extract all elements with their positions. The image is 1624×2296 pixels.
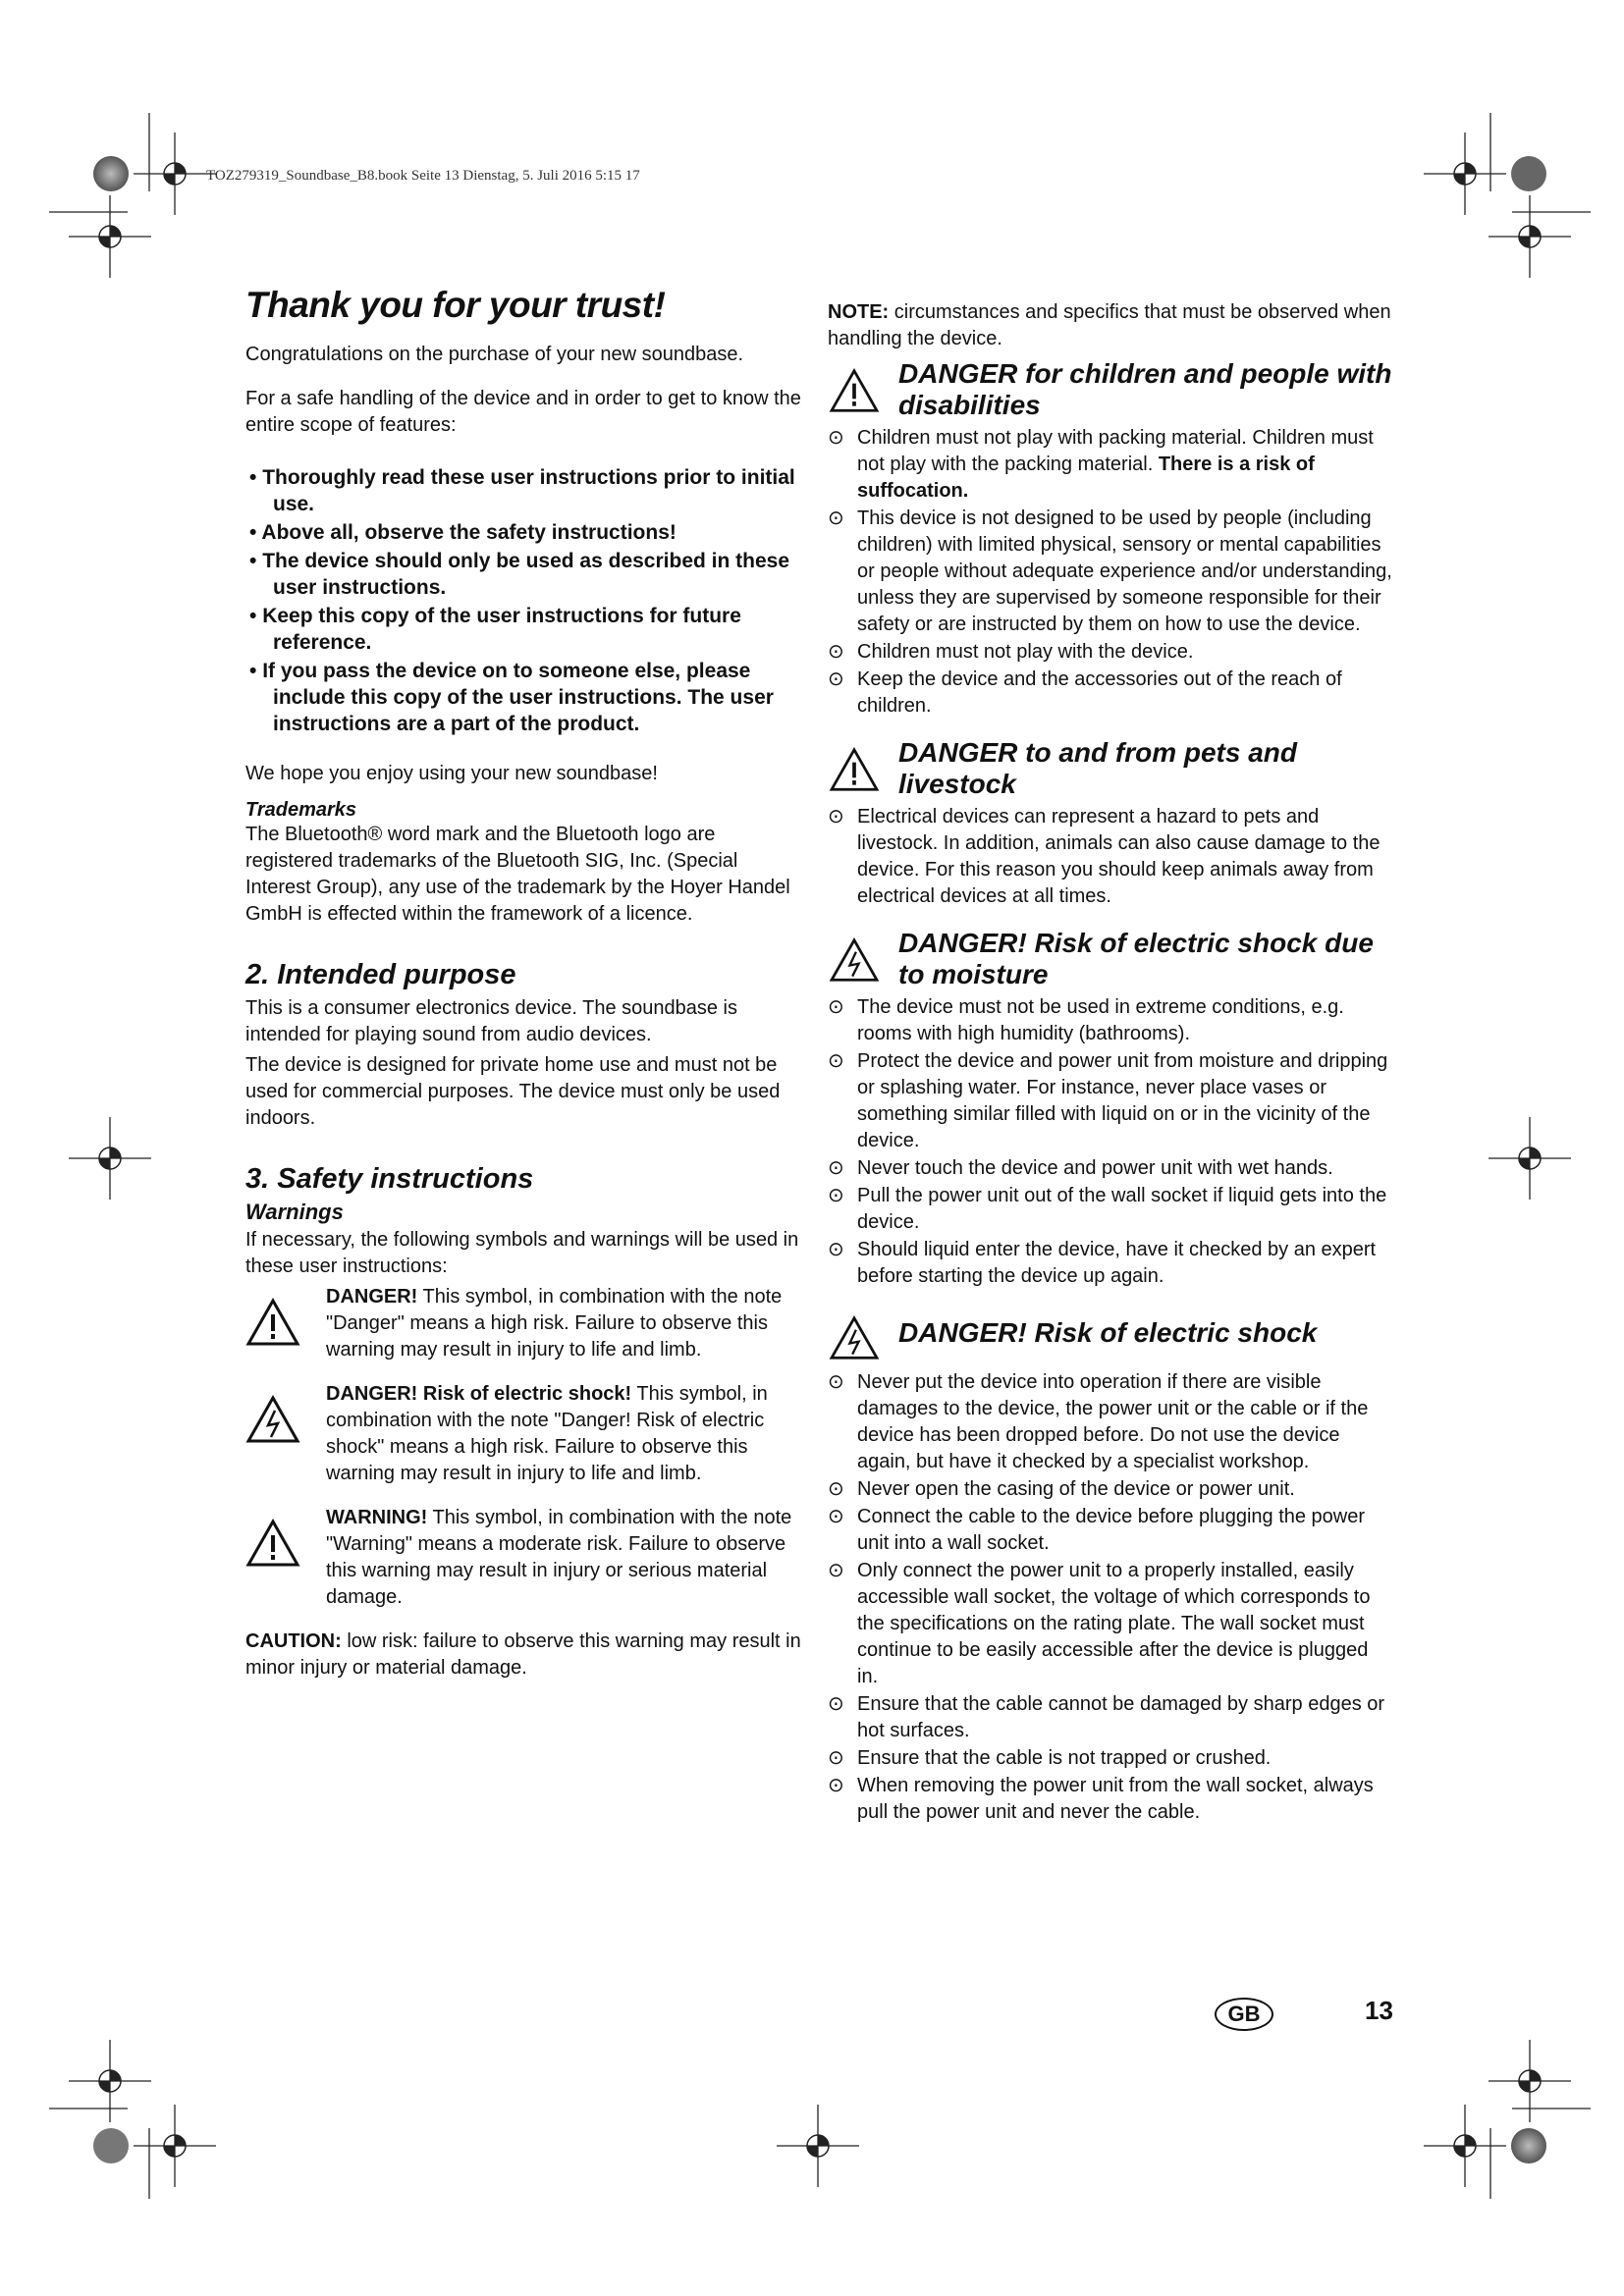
registration-mark [1424, 133, 1506, 215]
symbol-label: DANGER! [326, 1286, 418, 1308]
right-column [828, 299, 1392, 1832]
warnings-intro: If necessary, the following symbols and warnings will be used in these user instructions: [245, 1229, 799, 1277]
electric-shock-icon [245, 1395, 300, 1444]
list-item: ⊙ Protect the device and power unit from moisture and dripping or splashing water. For instance, never place vases or something similar filled with liquid on or in the vicinity of the device. [828, 1048, 1392, 1154]
warnings-heading: Warnings [245, 1200, 344, 1224]
list-item: ⊙ This device is not designed to be used by people (including children) with limited physical, sensory or mental capabilities or people without adequate experience and/or understanding, unless they are supervised by someone responsible for their safety or are instructed by them on how to use the device. [828, 506, 1392, 638]
danger-list [828, 1369, 1392, 1826]
note-paragraph [828, 299, 1392, 352]
symbol-label: DANGER! Risk of electric shock! [326, 1383, 632, 1405]
list-item: ⊙ Electrical devices can represent a hazard to pets and livestock. In addition, animals can also cause damage to the device. For this reason you should keep animals away from electrical devices at all times. [828, 804, 1392, 910]
intro-paragraph: Congratulations on the purchase of your new soundbase. [245, 344, 744, 365]
list-item: • The device should only be used as described in these user instructions. [245, 548, 805, 601]
registration-mark [1489, 2040, 1571, 2122]
caution-note [245, 1629, 805, 1682]
danger-list [828, 994, 1392, 1290]
registration-mark [1489, 195, 1571, 278]
color-target [93, 2128, 129, 2163]
section-heading: 3. Safety instructions [245, 1163, 534, 1195]
list-item: ⊙ Children must not play with the device. [828, 639, 1392, 666]
language-badge: GB [1215, 1998, 1273, 2031]
registration-mark [134, 133, 216, 215]
list-item: ⊙ Keep the device and the accessories out of the reach of children. [828, 667, 1392, 720]
list-item: ⊙ The device must not be used in extreme conditions, e.g. rooms with high humidity (bathrooms). [828, 994, 1392, 1047]
left-column [245, 285, 805, 1699]
list-item: ⊙ Ensure that the cable cannot be damaged by sharp edges or hot surfaces. [828, 1691, 1392, 1744]
registration-mark [134, 2105, 216, 2187]
electric-shock-icon [828, 937, 881, 983]
list-item: • Keep this copy of the user instructions for future reference. [245, 603, 805, 656]
caution-text: low risk: failure to observe this warning may result in minor injury or material damage. [245, 1630, 801, 1679]
registration-mark [1424, 2105, 1506, 2187]
intro-paragraph: For a safe handling of the device and in order to get to know the entire scope of features: [245, 388, 801, 436]
registration-mark [777, 2105, 859, 2187]
list-item [828, 425, 1392, 505]
warning-triangle-icon [828, 747, 881, 792]
warning-triangle-icon [828, 368, 881, 413]
list-item: • Above all, observe the safety instructions! [245, 519, 805, 546]
instruction-list [245, 464, 805, 737]
list-item: ⊙ Ensure that the cable is not trapped or crushed. [828, 1745, 1392, 1772]
danger-title: DANGER! Risk of electric shock due to moisture [898, 928, 1374, 989]
electric-shock-icon [828, 1315, 881, 1361]
danger-heading-moisture [828, 928, 1392, 990]
color-target [93, 156, 129, 191]
list-item: ⊙ Never put the device into operation if there are visible damages to the device, the power unit or the cable or if the device has been dropped before. Do not use the device again, but have it checked by a specialist workshop. [828, 1369, 1392, 1475]
page-title: Thank you for your trust! [245, 285, 666, 325]
warning-triangle-icon [245, 1519, 300, 1568]
page-number: 13 [1365, 1996, 1393, 2025]
list-item: ⊙ Pull the power unit out of the wall socket if liquid gets into the device. [828, 1183, 1392, 1236]
symbol-text: This symbol, in combination with the note "Warning" means a moderate risk. Failure to observe this warning may result in injury or serious material damage. [326, 1507, 792, 1608]
danger-title: DANGER! Risk of electric shock [898, 1317, 1318, 1348]
list-item: • Thoroughly read these user instructions prior to initial use. [245, 464, 805, 517]
symbol-text: This symbol, in combination with the note "Danger! Risk of electric shock" means a high risk. Failure to observe this warning may result in injury to life and limb. [326, 1383, 768, 1484]
section-heading: 2. Intended purpose [245, 959, 516, 990]
danger-title: DANGER for children and people with disabilities [898, 358, 1392, 420]
color-target [1511, 2128, 1546, 2163]
registration-mark [1489, 1117, 1571, 1200]
danger-title: DANGER to and from pets and livestock [898, 737, 1298, 799]
purpose-text: The device is designed for private home use and must not be used for commercial purposes. The device must only be used indoors. [245, 1054, 781, 1129]
danger-heading-pets [828, 737, 1392, 800]
list-item-text: Children must not play with packing material. Children must not play with the packing material. [857, 427, 1374, 475]
print-header: TOZ279319_Soundbase_B8.book Seite 13 Dienstag, 5. Juli 2016 5:15 17 [206, 168, 640, 184]
list-item: ⊙ Should liquid enter the device, have it checked by an expert before starting the device up again. [828, 1237, 1392, 1290]
closing-paragraph: We hope you enjoy using your new soundbase! [245, 763, 658, 784]
danger-heading-children [828, 358, 1392, 421]
symbol-label: WARNING! [326, 1507, 428, 1528]
registration-mark [69, 1117, 151, 1200]
registration-mark [69, 2040, 151, 2122]
danger-list [828, 804, 1392, 910]
warning-triangle-icon [245, 1298, 300, 1347]
symbol-danger [245, 1284, 805, 1363]
list-item: ⊙ Never touch the device and power unit with wet hands. [828, 1155, 1392, 1182]
list-item: ⊙ When removing the power unit from the wall socket, always pull the power unit and never the cable. [828, 1773, 1392, 1826]
trademarks-heading: Trademarks [245, 799, 357, 821]
danger-list [828, 425, 1392, 720]
list-item: ⊙ Never open the casing of the device or power unit. [828, 1476, 1392, 1503]
symbol-text: This symbol, in combination with the note "Danger" means a high risk. Failure to observe this warning may result in injury to life and limb. [326, 1286, 783, 1361]
list-item: ⊙ Connect the cable to the device before plugging the power unit into a wall socket. [828, 1504, 1392, 1557]
danger-heading-electric [828, 1317, 1392, 1365]
trademarks-text: The Bluetooth® word mark and the Bluetooth logo are registered trademarks of the Bluetooth SIG, Inc. (Special Interest Group), any use of the trademark by the Hoyer Handel GmbH is effected within the framework of a licence. [245, 824, 790, 925]
note-text: circumstances and specifics that must be observed when handling the device. [828, 301, 1391, 349]
purpose-text: This is a consumer electronics device. The soundbase is intended for playing sound from audio devices. [245, 997, 737, 1045]
symbol-warning [245, 1505, 805, 1611]
list-item: ⊙ Only connect the power unit to a properly installed, easily accessible wall socket, the voltage of which corresponds to the specifications on the rating plate. The wall socket must continue to be easily accessible after the device is plugged in. [828, 1558, 1392, 1690]
registration-mark [69, 195, 151, 278]
note-label: NOTE: [828, 301, 890, 323]
list-item: • If you pass the device on to someone else, please include this copy of the user instructions. The user instructions are a part of the product. [245, 658, 805, 737]
list-item-emphasis: There is a risk of suffocation. [857, 454, 1315, 502]
color-target [1511, 156, 1546, 191]
symbol-electric [245, 1381, 805, 1487]
caution-label: CAUTION: [245, 1630, 342, 1652]
